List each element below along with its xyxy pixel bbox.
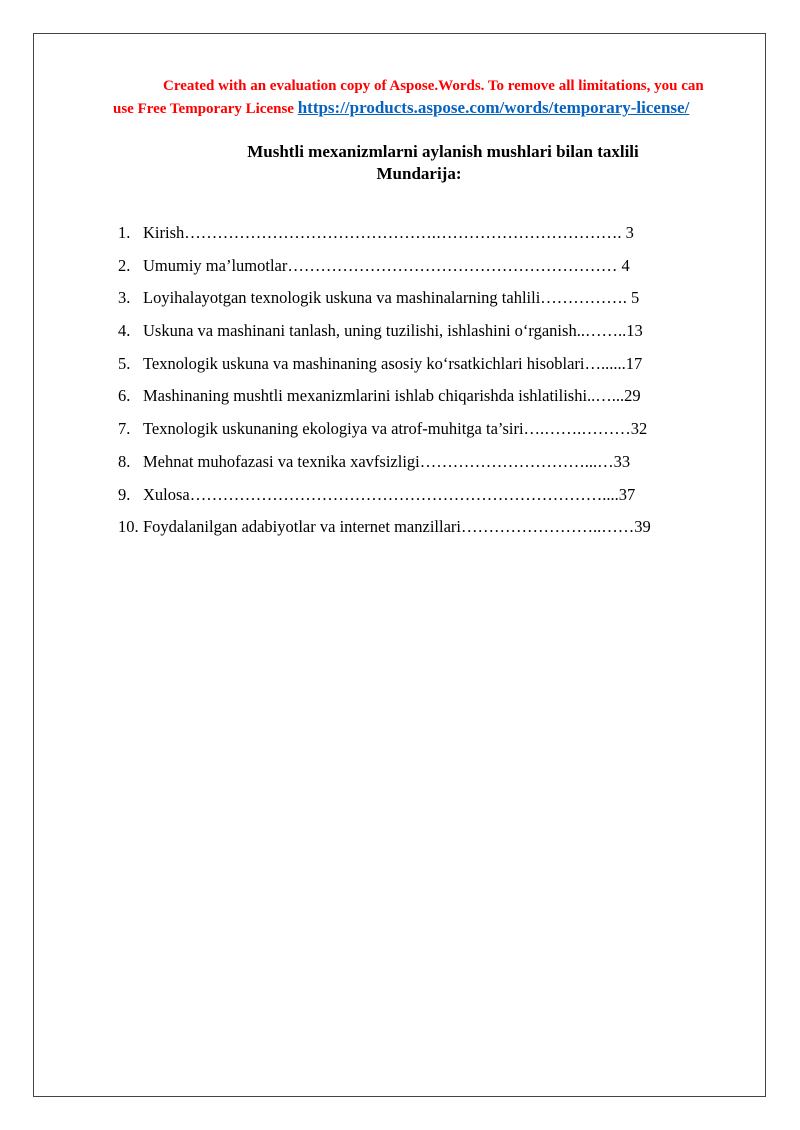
toc-item-text: Foydalanilgan adabiyotlar va internet manzillari……………………..……39 — [143, 517, 651, 537]
toc-item-number: 9. — [118, 484, 131, 504]
toc-item-number: 6. — [118, 386, 131, 406]
toc-item-text: Xulosa…………………………………………………………………....37 — [143, 484, 636, 504]
toc-item[interactable] — [118, 418, 758, 451]
page-border — [33, 33, 766, 1097]
toc-item-text: Mehnat muhofazasi va texnika xavfsizligi…………………………...…33 — [143, 451, 631, 471]
table-of-contents — [118, 222, 758, 549]
toc-item-number: 7. — [118, 419, 131, 439]
toc-item-number: 1. — [118, 223, 131, 242]
toc-item-text: Kirish……………………………………….……………………………. 3 — [143, 223, 634, 242]
notice-text: Created with an evaluation copy of Aspose.Words. To remove all limitations, you can use Free Temporary License — [113, 78, 704, 117]
toc-item[interactable] — [118, 353, 758, 386]
toc-item-number: 2. — [118, 255, 131, 275]
toc-item[interactable] — [118, 484, 758, 517]
toc-item[interactable] — [118, 385, 758, 418]
toc-item-number: 4. — [118, 321, 131, 341]
toc-item-text: Mashinaning mushtli mexanizmlarini ishlab chiqarishda ishlatilishi..…...29 — [143, 386, 641, 406]
toc-item-number: 5. — [118, 353, 131, 373]
toc-item-text: Umumiy ma’lumotlar…………………………………………………… 4 — [143, 255, 630, 275]
document-title: Mushtli mexanizmlarni aylanish mushlari bilan taxlili — [247, 142, 639, 161]
license-link[interactable]: https://products.aspose.com/words/temporary-license/ — [297, 98, 690, 117]
toc-item[interactable] — [118, 287, 758, 320]
toc-item[interactable] — [118, 451, 758, 484]
evaluation-notice — [113, 76, 725, 120]
toc-item-text: Texnologik uskuna va mashinaning asosiy koʻrsatkichlari hisoblari…......17 — [143, 353, 643, 373]
toc-item-number: 3. — [118, 288, 131, 308]
toc-item[interactable] — [118, 320, 758, 353]
toc-item[interactable] — [118, 255, 758, 288]
toc-heading: Mundarija: — [376, 164, 462, 183]
toc-item[interactable] — [118, 516, 758, 549]
toc-item-number: 8. — [118, 451, 131, 471]
toc-item-number: 10. — [118, 517, 139, 537]
toc-item-text: Loyihalayotgan texnologik uskuna va mashinalarning tahlili……………. 5 — [143, 288, 640, 308]
toc-item-text: Texnologik uskunaning ekologiya va atrof-muhitga ta’siri….…….………32 — [143, 419, 648, 439]
toc-item[interactable] — [118, 222, 758, 255]
toc-item-text: Uskuna va mashinani tanlash, uning tuzilishi, ishlashini oʻrganish..……..13 — [143, 321, 643, 341]
